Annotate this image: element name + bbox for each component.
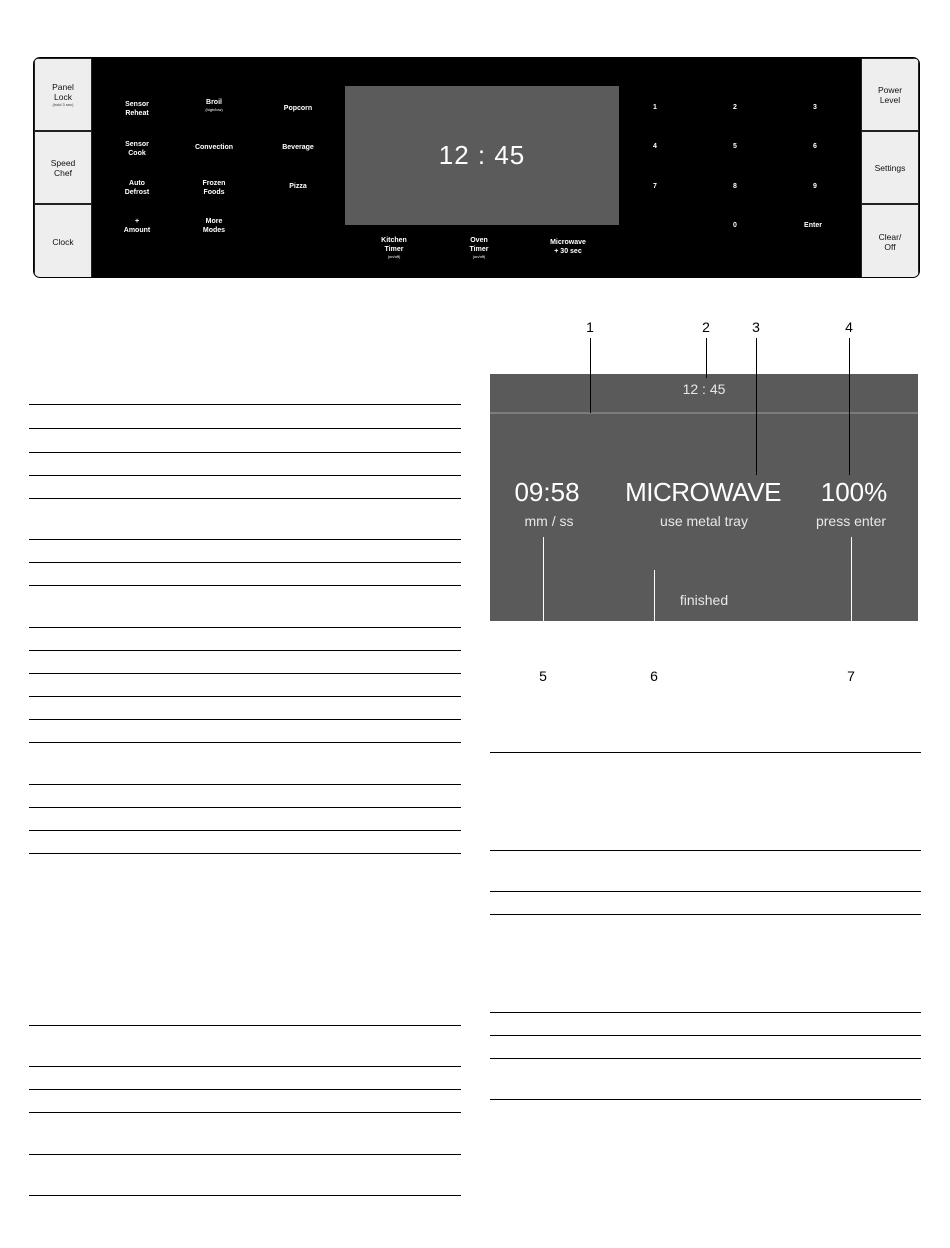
table-rule <box>490 891 921 892</box>
callout-2: 2 <box>702 319 710 335</box>
cook-time-unit: mm / ss <box>524 513 574 529</box>
leader-line-3 <box>756 338 757 475</box>
leader-line-6 <box>654 570 655 663</box>
clock-label: Clock <box>52 236 74 247</box>
table-rule <box>490 1058 921 1059</box>
table-rule <box>490 1099 921 1100</box>
key-4[interactable] <box>615 142 695 151</box>
kitchen-timer-label: Kitchen Timer <box>381 237 407 253</box>
panel-display <box>345 86 619 225</box>
cook-mode: MICROWAVE <box>625 477 781 507</box>
convection-key[interactable] <box>174 143 254 152</box>
key-2-label: 2 <box>733 104 737 111</box>
table-rule <box>29 650 461 651</box>
clear-off-label: Clear/ Off <box>878 231 902 252</box>
key-3[interactable] <box>775 103 855 112</box>
speed-chef-label: Speed Chef <box>50 157 76 178</box>
table-rule <box>29 696 461 697</box>
table-rule <box>29 498 461 499</box>
microwave-30-label: Microwave + 30 sec <box>550 239 586 255</box>
more-modes-label: More Modes <box>202 218 226 234</box>
table-rule <box>490 752 921 753</box>
display-clock: 12 : 45 <box>682 381 726 397</box>
key-9[interactable] <box>775 182 855 191</box>
broil-label: Broil <box>206 99 222 106</box>
table-rule <box>490 1012 921 1013</box>
pizza-label: Pizza <box>289 183 307 190</box>
clock-button[interactable] <box>34 204 92 278</box>
table-rule <box>29 673 461 674</box>
table-rule <box>490 1035 921 1036</box>
oven-timer-sublabel: (on/off) <box>472 254 486 259</box>
table-rule <box>29 428 461 429</box>
leader-line-7 <box>851 537 852 663</box>
enter-label: Enter <box>804 222 822 229</box>
control-panel <box>33 57 920 278</box>
key-1-label: 1 <box>653 104 657 111</box>
key-7-label: 7 <box>653 183 657 190</box>
power-level-button[interactable] <box>861 58 919 131</box>
key-0-label: 0 <box>733 222 737 229</box>
sensor-reheat-key[interactable] <box>97 100 177 118</box>
key-5-label: 5 <box>733 143 737 150</box>
cook-mode-hint: use metal tray <box>660 513 748 529</box>
table-rule <box>490 850 921 851</box>
sensor-cook-label: Sensor Cook <box>125 141 149 157</box>
table-rule <box>29 404 461 405</box>
callout-7: 7 <box>847 668 855 684</box>
sensor-reheat-label: Sensor Reheat <box>125 101 149 117</box>
beverage-label: Beverage <box>282 144 314 151</box>
cook-time: 09:58 <box>514 477 580 507</box>
settings-button[interactable] <box>861 131 919 204</box>
power-level-label: Power Level <box>877 84 903 105</box>
table-rule <box>29 1195 461 1196</box>
table-rule <box>29 1154 461 1155</box>
clear-off-button[interactable] <box>861 204 919 278</box>
table-rule <box>29 1112 461 1113</box>
panel-lock-button[interactable] <box>34 58 92 131</box>
popcorn-label: Popcorn <box>283 105 313 112</box>
broil-key[interactable] <box>174 98 254 113</box>
leader-line-1 <box>590 338 591 413</box>
speed-chef-button[interactable] <box>34 131 92 204</box>
auto-defrost-key[interactable] <box>97 179 177 197</box>
key-0[interactable] <box>695 221 775 230</box>
leader-line-5 <box>543 537 544 663</box>
oven-timer-key[interactable] <box>439 236 519 260</box>
table-rule <box>29 742 461 743</box>
key-5[interactable] <box>695 142 775 151</box>
panel-lock-label: Panel Lock <box>52 81 74 102</box>
table-rule <box>29 784 461 785</box>
display-time: 12 : 45 <box>438 140 526 170</box>
frozen-foods-key[interactable] <box>174 179 254 197</box>
callout-6: 6 <box>650 668 658 684</box>
table-rule <box>29 719 461 720</box>
leader-line-4 <box>849 338 850 475</box>
key-8[interactable] <box>695 182 775 191</box>
amount-label: + Amount <box>123 218 151 234</box>
kitchen-timer-key[interactable] <box>354 236 434 260</box>
table-rule <box>29 830 461 831</box>
table-rule <box>29 1025 461 1026</box>
callout-5: 5 <box>539 668 547 684</box>
key-2[interactable] <box>695 103 775 112</box>
pizza-key[interactable] <box>258 182 338 191</box>
table-rule <box>29 627 461 628</box>
broil-sublabel: (high/low) <box>205 107 223 112</box>
panel-lock-sublabel: (hold 3 sec) <box>52 101 74 107</box>
key-9-label: 9 <box>813 183 817 190</box>
table-rule <box>29 539 461 540</box>
table-rule <box>29 562 461 563</box>
status-message: finished <box>679 592 729 608</box>
key-7[interactable] <box>615 182 695 191</box>
popcorn-key[interactable] <box>258 104 338 113</box>
oven-timer-label: Oven Timer <box>469 237 489 253</box>
table-rule <box>29 585 461 586</box>
enter-key[interactable] <box>773 221 853 230</box>
key-8-label: 8 <box>733 183 737 190</box>
key-1[interactable] <box>615 103 695 112</box>
table-rule <box>29 853 461 854</box>
table-rule <box>29 807 461 808</box>
auto-defrost-label: Auto Defrost <box>124 180 150 196</box>
amount-key[interactable] <box>97 217 177 235</box>
more-modes-key[interactable] <box>174 217 254 235</box>
table-rule <box>29 1066 461 1067</box>
table-rule <box>490 914 921 915</box>
callout-1: 1 <box>586 319 594 335</box>
leader-line-2 <box>706 338 707 378</box>
convection-label: Convection <box>194 144 234 151</box>
key-4-label: 4 <box>653 143 657 150</box>
table-rule <box>29 475 461 476</box>
sensor-cook-key[interactable] <box>97 140 177 158</box>
status-divider <box>490 412 918 414</box>
key-3-label: 3 <box>813 104 817 111</box>
key-6[interactable] <box>775 142 855 151</box>
table-rule <box>29 1089 461 1090</box>
beverage-key[interactable] <box>258 143 338 152</box>
power-level: 100% <box>820 477 888 507</box>
callout-3: 3 <box>752 319 760 335</box>
oven-display-screen <box>490 374 918 621</box>
table-rule <box>29 452 461 453</box>
microwave-30-key[interactable] <box>528 238 608 256</box>
power-hint: press enter <box>815 513 887 529</box>
callout-4: 4 <box>845 319 853 335</box>
frozen-foods-label: Frozen Foods <box>202 180 226 196</box>
settings-label: Settings <box>874 162 906 173</box>
key-6-label: 6 <box>813 143 817 150</box>
kitchen-timer-sublabel: (on/off) <box>387 254 401 259</box>
